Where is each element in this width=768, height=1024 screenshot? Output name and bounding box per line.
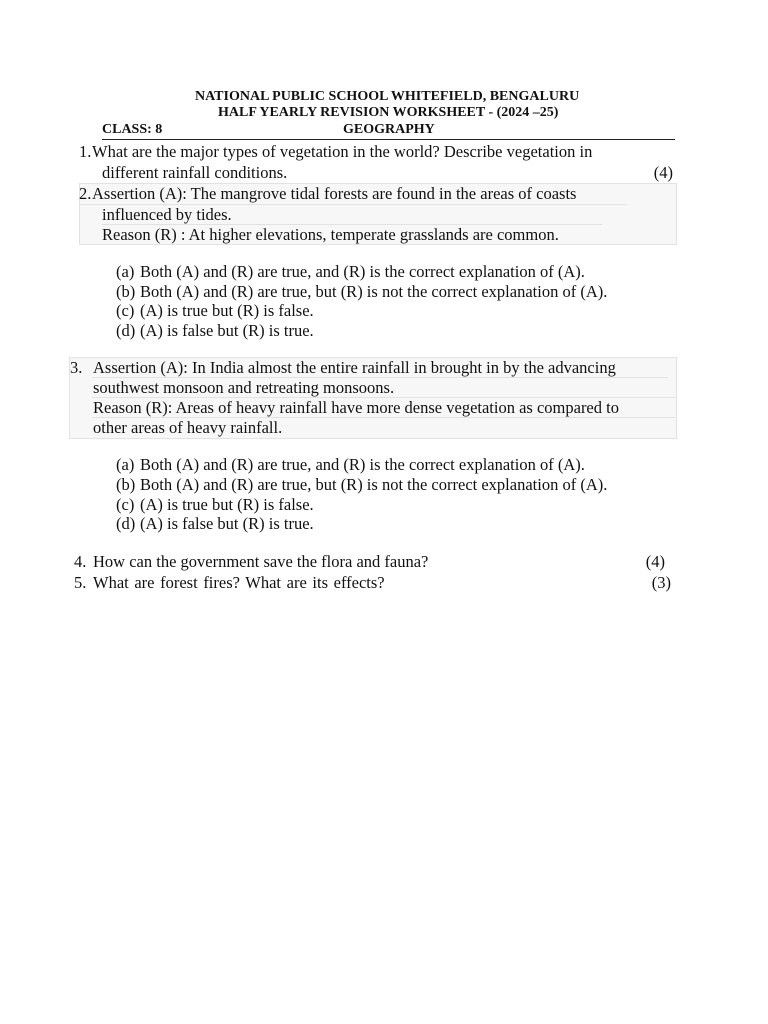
q2-option-a-label: (a)	[116, 262, 135, 281]
q2-option-c: (A) is true but (R) is false.	[140, 301, 314, 320]
q1-text-line2: different rainfall conditions.	[102, 163, 288, 182]
q3-option-b: Both (A) and (R) are true, but (R) is not the correct explanation of (A).	[140, 475, 608, 494]
school-name: NATIONAL PUBLIC SCHOOL WHITEFIELD, BENGALURU	[195, 89, 580, 104]
q3-option-d: (A) is false but (R) is true.	[140, 514, 314, 533]
q3-option-c-label: (c)	[116, 495, 135, 514]
q5-marks: (3)	[651, 573, 671, 592]
header-divider	[102, 139, 675, 140]
q2-assertion-line2: influenced by tides.	[102, 205, 232, 224]
q3-reason-line1: Reason (R): Areas of heavy rainfall have more dense vegetation as compared to	[93, 398, 619, 417]
q2-option-d-label: (d)	[116, 321, 136, 340]
q2-number: 2.	[79, 184, 92, 203]
q2-option-b: Both (A) and (R) are true, but (R) is not the correct explanation of (A).	[140, 282, 608, 301]
q3-assertion-line1: Assertion (A): In India almost the entire rainfall in brought in by the advancing	[93, 358, 616, 377]
q4-text: How can the government save the flora and fauna?	[93, 552, 429, 571]
q4-marks: (4)	[645, 552, 665, 571]
q1-number: 1.	[79, 142, 92, 161]
class-label: CLASS: 8	[102, 122, 163, 137]
q1-marks: (4)	[653, 163, 673, 182]
q1-text-line1: What are the major types of vegetation in the world? Describe vegetation in	[92, 142, 593, 161]
q2-option-c-label: (c)	[116, 301, 135, 320]
q2-option-d: (A) is false but (R) is true.	[140, 321, 314, 340]
q3-option-c: (A) is true but (R) is false.	[140, 495, 314, 514]
q3-reason-line2: other areas of heavy rainfall.	[93, 418, 283, 437]
q3-option-a: Both (A) and (R) are true, and (R) is the correct explanation of (A).	[140, 455, 585, 474]
q2-reason: Reason (R) : At higher elevations, temperate grasslands are common.	[102, 225, 559, 244]
worksheet-title: HALF YEARLY REVISION WORKSHEET - (2024 –25)	[218, 105, 559, 120]
q3-option-d-label: (d)	[116, 514, 136, 533]
q4-number: 4.	[74, 552, 87, 571]
q3-option-b-label: (b)	[116, 475, 136, 494]
q5-text: What are forest fires? What are its effects?	[93, 573, 385, 592]
q5-number: 5.	[74, 573, 87, 592]
subject-label: GEOGRAPHY	[343, 122, 435, 137]
q3-assertion-line2: southwest monsoon and retreating monsoons.	[93, 378, 395, 397]
q2-option-b-label: (b)	[116, 282, 136, 301]
q2-assertion-line1: Assertion (A): The mangrove tidal forests are found in the areas of coasts	[92, 184, 577, 203]
q3-number: 3.	[70, 358, 83, 377]
q2-option-a: Both (A) and (R) are true, and (R) is the correct explanation of (A).	[140, 262, 585, 281]
q3-option-a-label: (a)	[116, 455, 135, 474]
